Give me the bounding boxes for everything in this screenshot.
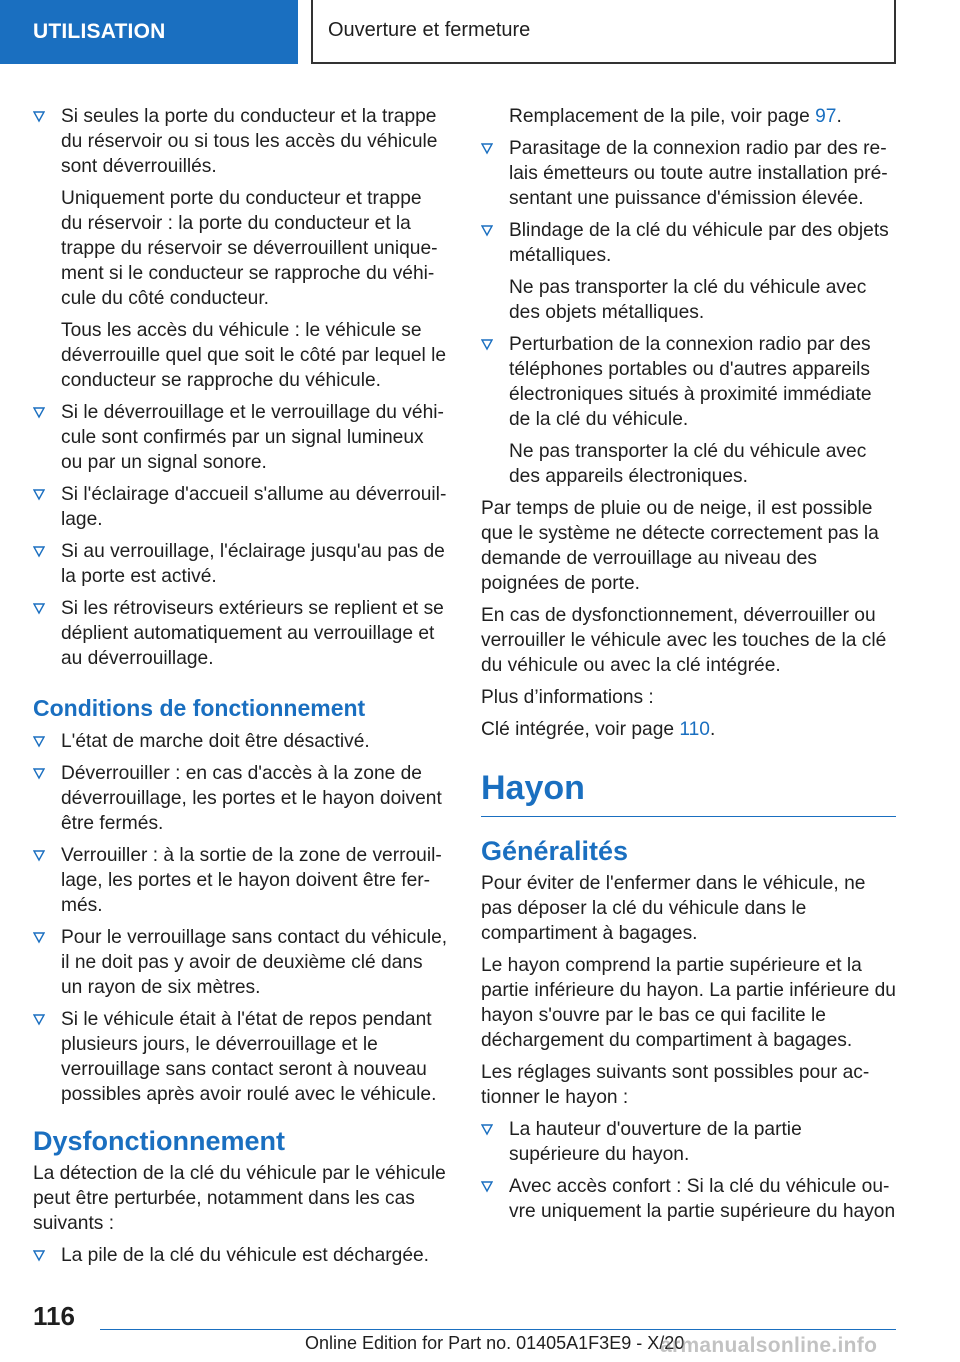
list-item-text: L'état de marche doit être désactivé. — [61, 731, 370, 752]
triangle-bullet-icon — [481, 1181, 493, 1193]
reference-text: Remplacement de la pile, voir page — [509, 106, 816, 127]
section-tab — [0, 0, 298, 64]
heading-hayon: Hayon — [481, 768, 896, 817]
list-item-text: Si le véhicule était à l'état de repos pendant plusieurs jours, le déverrouillage et le verrouillage sans contact seront à nouveau possibles après avoir roulé avec le véhicule. — [61, 1009, 437, 1105]
page-link-110[interactable]: 110 — [679, 719, 710, 740]
footer-divider — [100, 1329, 896, 1330]
triangle-bullet-icon — [33, 1250, 45, 1262]
list-item-text: Si le déverrouillage et le verrouillage du véhicule sont confirmés par un signal lumineux ou par un signal sonore. — [61, 402, 444, 473]
list-item — [481, 218, 896, 268]
list-item — [33, 482, 448, 532]
paragraph: Les réglages suivants sont possibles pour actionner le hayon : — [481, 1062, 870, 1108]
list-item-text: Verrouiller : à la sortie de la zone de verrouillage, les portes et le hayon doivent être fermés. — [61, 845, 442, 916]
triangle-bullet-icon — [33, 850, 45, 862]
list-item-text: Si au verrouillage, l'éclairage jusqu'au pas de la porte est activé. — [61, 541, 445, 587]
list-item — [481, 1174, 896, 1224]
paragraph: Le hayon comprend la partie supérieure et la partie inférieure du hayon. La partie inférieure du hayon s'ouvre par le bas ce qui facilite le déchargement du compartiment à bagages. — [481, 955, 896, 1051]
sub-paragraph — [481, 104, 896, 129]
list-item — [33, 1007, 448, 1107]
list-item-text: Avec accès confort : Si la clé du véhicule ouvre uniquement la partie supérieure du hayon — [509, 1176, 896, 1222]
list-item — [481, 1117, 896, 1167]
paragraph: Par temps de pluie ou de neige, il est possible que le système ne détecte correctement pas la demande de verrouillage au niveau des poignées de porte. — [481, 498, 879, 594]
triangle-bullet-icon — [33, 736, 45, 748]
sub-paragraph: Ne pas transporter la clé du véhicule avec des objets métalliques. — [509, 277, 867, 323]
list-item — [33, 104, 448, 179]
triangle-bullet-icon — [481, 225, 493, 237]
triangle-bullet-icon — [33, 603, 45, 615]
page-header — [0, 0, 960, 66]
paragraph — [481, 717, 896, 742]
heading-conditions: Conditions de fonctionnement — [33, 695, 366, 721]
list-item-text: La pile de la clé du véhicule est déchargée. — [61, 1245, 430, 1266]
triangle-bullet-icon — [33, 111, 45, 123]
chapter-title: Ouverture et fermeture — [328, 19, 531, 41]
list-item-text: Déverrouiller : en cas d'accès à la zone de déverrouillage, les portes et le hayon doivent être fermés. — [61, 763, 442, 834]
list-item-text: La hauteur d'ouverture de la partie supérieure du hayon. — [509, 1119, 802, 1165]
triangle-bullet-icon — [33, 407, 45, 419]
triangle-bullet-icon — [33, 768, 45, 780]
list-item — [481, 136, 896, 211]
list-item — [33, 925, 448, 1000]
page-link-97[interactable]: 97 — [815, 106, 837, 127]
section-title: UTILISATION — [33, 20, 166, 43]
paragraph: Pour éviter de l'enfermer dans le véhicule, ne pas déposer la clé du véhicule dans le compartiment à bagages. — [481, 873, 866, 944]
list-item — [481, 332, 896, 432]
punctuation: . — [709, 719, 716, 740]
sub-paragraph: Uniquement porte du conducteur et trappe du réservoir : la porte du conducteur et la trappe du réservoir se déverrouillent uniquement si le conducteur se rapproche du véhicule du côté conducteur. — [61, 188, 438, 309]
list-item — [33, 1243, 448, 1268]
list-item — [33, 761, 448, 836]
triangle-bullet-icon — [481, 339, 493, 351]
punctuation: . — [836, 106, 842, 127]
paragraph: Plus d’informations : — [481, 687, 654, 708]
chapter-box — [311, 0, 896, 64]
list-item-text: Perturbation de la connexion radio par des téléphones portables ou d'autres appareils électroniques situés à proximité immédiate de la clé du véhicule. — [509, 334, 872, 430]
list-item — [33, 843, 448, 918]
list-item-text: Blindage de la clé du véhicule par des objets métalliques. — [509, 220, 889, 266]
sub-paragraph: Ne pas transporter la clé du véhicule avec des appareils électroniques. — [509, 441, 867, 487]
list-item-text: Pour le verrouillage sans contact du véhicule, il ne doit pas y avoir de deuxième clé dans un rayon de six mètres. — [61, 927, 448, 998]
list-item — [33, 596, 448, 671]
footer-edition: Online Edition for Part no. 01405A1F3E9 - X/20 — [305, 1333, 685, 1353]
paragraph: La détection de la clé du véhicule par le véhicule peut être perturbée, notamment dans les cas suivants : — [33, 1163, 446, 1234]
list-item-text: Si seules la porte du conducteur et la trappe du réservoir ou si tous les accès du véhicule sont déverrouillés. — [61, 106, 438, 177]
page-number: 116 — [33, 1301, 75, 1331]
right-column — [481, 104, 896, 1231]
triangle-bullet-icon — [481, 1124, 493, 1136]
triangle-bullet-icon — [481, 143, 493, 155]
list-item — [33, 729, 448, 754]
sub-paragraph: Tous les accès du véhicule : le véhicule se déverrouille quel que soit le côté par lequel le conducteur se rapproche du véhicule. — [61, 320, 447, 391]
list-item — [33, 400, 448, 475]
list-item-text: Parasitage de la connexion radio par des relais émetteurs ou toute autre installation présentant une puissance d'émission élevée. — [509, 138, 888, 209]
left-column — [33, 104, 448, 1275]
triangle-bullet-icon — [33, 1014, 45, 1026]
list-item — [33, 539, 448, 589]
list-item-text: Si l'éclairage d'accueil s'allume au déverrouillage. — [61, 484, 447, 530]
triangle-bullet-icon — [33, 546, 45, 558]
watermark: armanualsonline.info — [660, 1334, 878, 1357]
heading-dysfonctionnement: Dysfonctionnement — [33, 1126, 286, 1156]
paragraph: En cas de dysfonctionnement, déverrouiller ou verrouiller le véhicule avec les touches de la clé du véhicule ou avec la clé intégrée. — [481, 605, 887, 676]
reference-text: Clé intégrée, voir page — [481, 719, 680, 740]
triangle-bullet-icon — [33, 489, 45, 501]
heading-generalites: Généralités — [481, 836, 629, 866]
triangle-bullet-icon — [33, 932, 45, 944]
list-item-text: Si les rétroviseurs extérieurs se replient et se déplient automatiquement au verrouillage et au déverrouillage. — [61, 598, 444, 669]
